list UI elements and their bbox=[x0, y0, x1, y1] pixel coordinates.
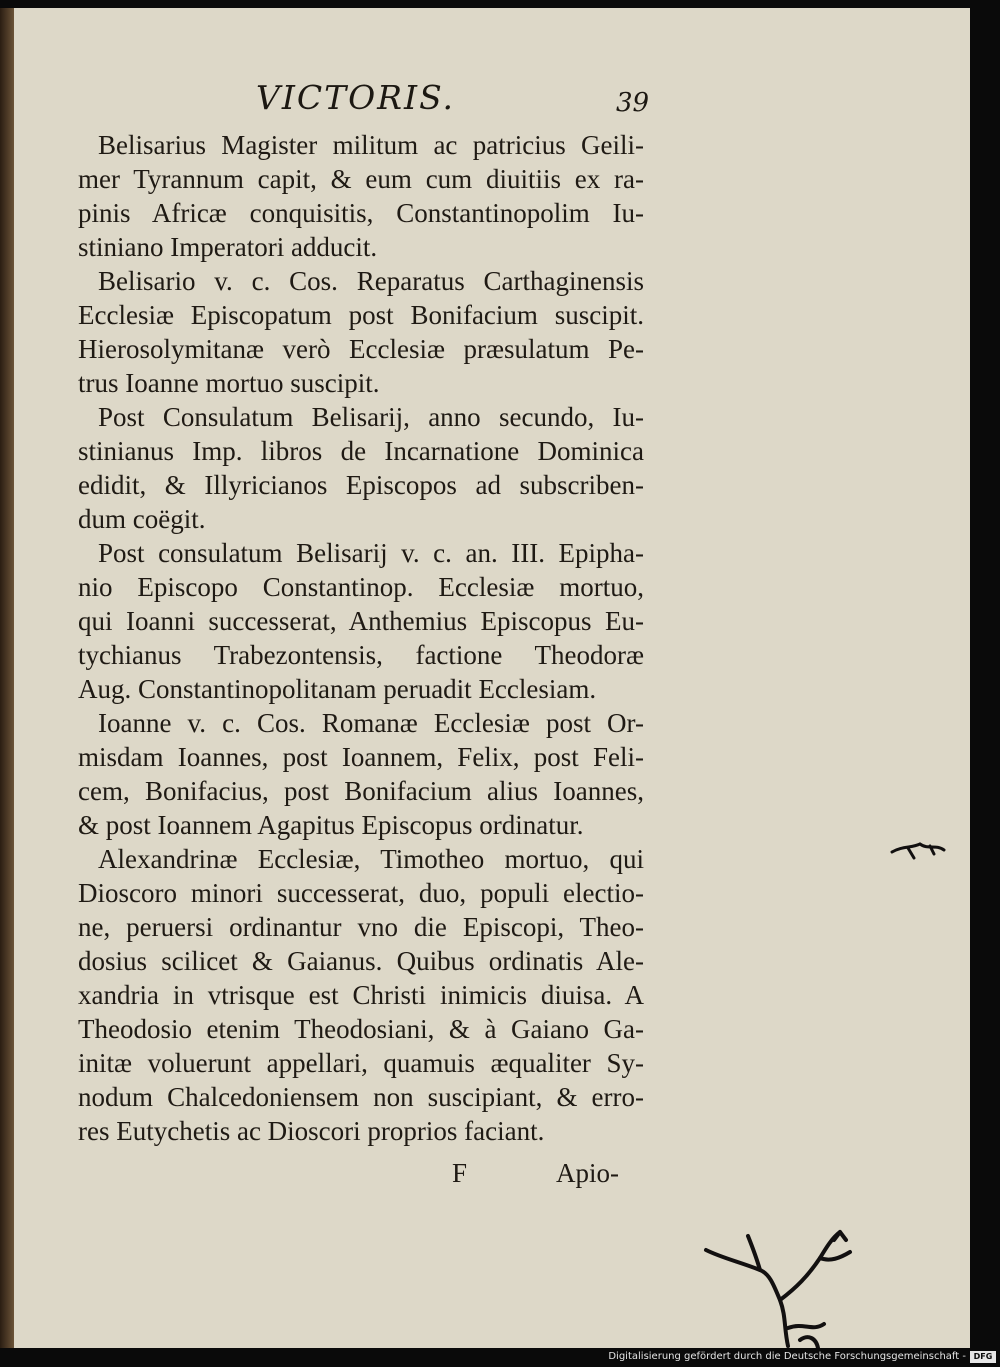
text-line: nodum Chalcedoniensem non suscipiant, & erro- bbox=[78, 1082, 644, 1112]
text-line: Belisario v. c. Cos. Reparatus Carthaginensis bbox=[98, 266, 644, 296]
text-line: Post consulatum Belisarij v. c. an. III. Epipha- bbox=[98, 538, 644, 568]
text-line: res Eutychetis ac Dioscori proprios faciant. bbox=[78, 1116, 545, 1146]
text-line: Alexandrinæ Ecclesiæ, Timotheo mortuo, qui bbox=[98, 844, 644, 874]
ink-doodle-icon bbox=[700, 1228, 880, 1353]
text-line: Post Consulatum Belisarij, anno secundo, Iu- bbox=[98, 402, 644, 432]
text-line: Dioscoro minori successerat, duo, populi electio- bbox=[78, 878, 644, 908]
catchword: Apio- bbox=[556, 1158, 619, 1188]
text-line: Aug. Constantinopolitanam peruadit Ecclesiam. bbox=[78, 674, 597, 704]
body-text bbox=[78, 128, 644, 1148]
text-line: Belisarius Magister militum ac patricius Geili- bbox=[98, 130, 644, 160]
text-line: initæ voluerunt appellari, quamuis æqualiter Sy- bbox=[78, 1048, 644, 1078]
text-line: ne, peruersi ordinantur vno die Episcopi, Theo- bbox=[78, 912, 644, 942]
text-line: Ioanne v. c. Cos. Romanæ Ecclesiæ post Or- bbox=[98, 708, 644, 738]
text-line: Ecclesiæ Episcopatum post Bonifacium suscipit. bbox=[78, 300, 644, 330]
page-number: 39 bbox=[616, 88, 650, 118]
scan-background bbox=[970, 8, 1000, 1348]
text-line: misdam Ioannes, post Ioannem, Felix, post Feli- bbox=[78, 742, 644, 772]
text-line: & post Ioannem Agapitus Episcopus ordinatur. bbox=[78, 810, 584, 840]
text-line: nio Episcopo Constantinop. Ecclesiæ mortuo, bbox=[78, 572, 644, 602]
text-line: stinianus Imp. libros de Incarnatione Dominica bbox=[78, 436, 644, 466]
book-spine-edge bbox=[0, 8, 14, 1348]
text-line: stiniano Imperatori adducit. bbox=[78, 232, 378, 262]
dfg-logo: DFG bbox=[970, 1351, 996, 1363]
text-line: Theodosio etenim Theodosiani, & à Gaiano Ga- bbox=[78, 1014, 644, 1044]
text-line: Hierosolymitanæ verò Ecclesiæ præsulatum Pe- bbox=[78, 334, 644, 364]
digitization-credit: Digitalisierung gefördert durch die Deutsche Forschungsgemeinschaft - bbox=[608, 1351, 966, 1362]
footer-bar bbox=[0, 1348, 1000, 1367]
text-line: tychianus Trabezontensis, factione Theodoræ bbox=[78, 640, 644, 670]
signature-mark: F bbox=[452, 1158, 468, 1188]
text-line: trus Ioanne mortuo suscipit. bbox=[78, 368, 380, 398]
marginal-scribble-icon bbox=[890, 836, 950, 866]
text-line: mer Tyrannum capit, & eum cum diuitiis ex ra- bbox=[78, 164, 644, 194]
text-line: xandria in vtrisque est Christi inimicis diuisa. A bbox=[78, 980, 644, 1010]
text-line: cem, Bonifacius, post Bonifacium alius Ioannes, bbox=[78, 776, 644, 806]
running-head: VICTORIS. bbox=[256, 78, 455, 117]
text-line: dosius scilicet & Gaianus. Quibus ordinatis Ale- bbox=[78, 946, 644, 976]
text-line: qui Ioanni successerat, Anthemius Episcopus Eu- bbox=[78, 606, 644, 636]
text-line: dum coëgit. bbox=[78, 504, 206, 534]
text-line: edidit, & Illyricianos Episcopos ad subscriben- bbox=[78, 470, 644, 500]
text-line: pinis Africæ conquisitis, Constantinopolim Iu- bbox=[78, 198, 644, 228]
